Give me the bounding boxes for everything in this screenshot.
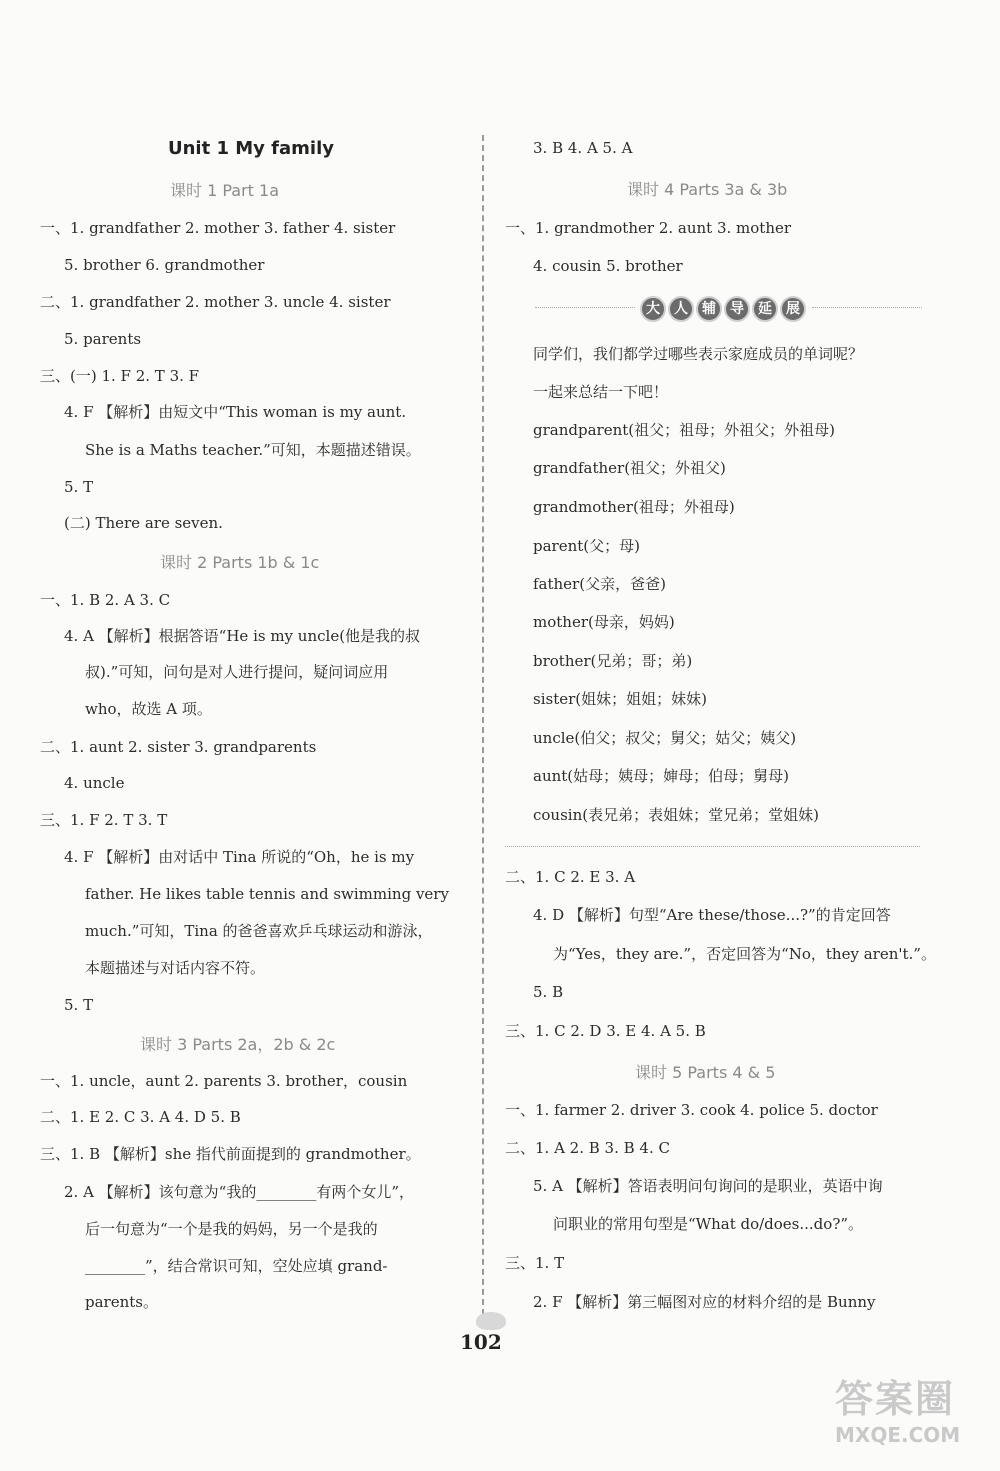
- dotted-separator-right: [812, 307, 922, 308]
- answer-line: 4. uncle: [64, 774, 125, 792]
- answer-line: parent(父；母): [533, 537, 640, 555]
- answer-line: grandmother(祖母；外祖母): [533, 498, 735, 516]
- answer-line: cousin(表兄弟；表姐妹；堂兄弟；堂姐妹): [533, 806, 819, 824]
- answer-line: who，故选 A 项。: [85, 700, 212, 718]
- column-divider: [482, 135, 484, 1315]
- answer-line: 本题描述与对话内容不符。: [85, 959, 266, 977]
- watermark: [835, 1368, 985, 1463]
- badge-char: 延: [752, 296, 778, 322]
- lesson-heading: 课时 4 Parts 3a & 3b: [627, 180, 788, 199]
- badge-char: 人: [668, 296, 694, 322]
- answer-line: sister(姐妹；姐姐；妹妹): [533, 690, 707, 708]
- answer-line: 后一句意为“一个是我的妈妈，另一个是我的: [85, 1220, 378, 1238]
- badge-char: 展: [780, 296, 806, 322]
- answer-line: 4. F 【解析】由短文中“This woman is my aunt.: [64, 403, 407, 421]
- answer-line: 2. F 【解析】第三幅图对应的材料介绍的是 Bunny: [533, 1293, 876, 1311]
- answer-line: 4. D 【解析】句型“Are these/those...?”的肯定回答: [533, 906, 891, 924]
- answer-line: 4. A 【解析】根据答语“He is my uncle(他是我的叔: [64, 627, 421, 645]
- answer-line: 二、1. A 2. B 3. B 4. C: [505, 1139, 670, 1157]
- answer-line: 二、1. grandfather 2. mother 3. uncle 4. sister: [40, 293, 391, 311]
- answer-line: 二、1. E 2. C 3. A 4. D 5. B: [40, 1108, 241, 1126]
- answer-line: uncle(伯父；叔父；舅父；姑父；姨父): [533, 729, 797, 747]
- answer-line: 为“Yes，they are.”，否定回答为“No，they aren't.”。: [553, 945, 936, 963]
- answer-line: 2. A 【解析】该句意为“我的________有两个女儿”，: [64, 1183, 415, 1201]
- lesson-heading: 课时 2 Parts 1b & 1c: [160, 553, 320, 572]
- answer-line: 三、1. B 【解析】she 指代前面提到的 grandmother。: [40, 1145, 421, 1163]
- answer-line: grandfather(祖父；外祖父): [533, 459, 726, 477]
- unit-title: Unit 1 My family: [168, 138, 334, 159]
- answer-line: 一起来总结一下吧！: [533, 383, 669, 401]
- answer-line: 一、1. grandfather 2. mother 3. father 4. sister: [40, 219, 396, 237]
- answer-line: 三、1. T: [505, 1254, 565, 1272]
- answer-line: 三、1. C 2. D 3. E 4. A 5. B: [505, 1022, 706, 1040]
- answer-line: 3. B 4. A 5. A: [533, 139, 633, 157]
- section-end-separator: [505, 846, 920, 847]
- answer-line: 二、1. aunt 2. sister 3. grandparents: [40, 738, 317, 756]
- answer-line: father. He likes table tennis and swimming very: [85, 885, 449, 903]
- answer-line: 三、1. F 2. T 3. T: [40, 811, 168, 829]
- answer-line: aunt(姑母；姨母；婶母；伯母；舅母): [533, 767, 789, 785]
- dotted-separator-left: [535, 307, 635, 308]
- answer-line: 叔).”可知，问句是对人进行提问，疑问词应用: [85, 663, 389, 681]
- answer-line: 5. T: [64, 996, 94, 1014]
- answer-line: 4. cousin 5. brother: [533, 257, 683, 275]
- lesson-heading: 课时 3 Parts 2a，2b & 2c: [140, 1035, 336, 1054]
- answer-line: 一、1. B 2. A 3. C: [40, 591, 171, 609]
- answer-line: father(父亲，爸爸): [533, 575, 666, 593]
- answer-line: much.”可知，Tina 的爸爸喜欢乒乓球运动和游泳，: [85, 922, 433, 940]
- page-number-decoration-icon: [476, 1312, 506, 1330]
- answer-line: 5. B: [533, 983, 564, 1001]
- badge-char: 导: [724, 296, 750, 322]
- answer-line: 5. T: [64, 478, 94, 496]
- answer-line: parents。: [85, 1293, 158, 1311]
- answer-line: 4. F 【解析】由对话中 Tina 所说的“Oh，he is my: [64, 848, 415, 866]
- page-number: 102: [460, 1330, 502, 1354]
- answer-line: 5. A 【解析】答语表明问句询问的是职业，英语中询: [533, 1177, 883, 1195]
- badge-char: 辅: [696, 296, 722, 322]
- answer-line: She is a Maths teacher.”可知，本题描述错误。: [85, 441, 421, 459]
- answer-line: 二、1. C 2. E 3. A: [505, 868, 636, 886]
- watermark-logo: 答案圈: [835, 1377, 956, 1421]
- answer-line: 一、1. grandmother 2. aunt 3. mother: [505, 219, 792, 237]
- answer-line: 一、1. uncle，aunt 2. parents 3. brother，cousin: [40, 1072, 408, 1090]
- lesson-heading: 课时 5 Parts 4 & 5: [635, 1063, 776, 1082]
- answer-line: 同学们，我们都学过哪些表示家庭成员的单词呢？: [533, 345, 864, 363]
- answer-line: ________”，结合常识可知，空处应填 grand-: [85, 1257, 388, 1275]
- extension-badge: [640, 296, 806, 322]
- lesson-heading: 课时 1 Part 1a: [170, 181, 280, 200]
- answer-line: (二) There are seven.: [64, 514, 223, 532]
- answer-line: mother(母亲，妈妈): [533, 613, 675, 631]
- answer-line: 5. parents: [64, 330, 142, 348]
- watermark-url: MXQE.COM: [835, 1423, 961, 1447]
- answer-line: 一、1. farmer 2. driver 3. cook 4. police 5. doctor: [505, 1101, 878, 1119]
- answer-line: 问职业的常用句型是“What do/does...do?”。: [553, 1215, 864, 1233]
- badge-char: 大: [640, 296, 666, 322]
- answer-line: brother(兄弟；哥；弟): [533, 652, 693, 670]
- answer-line: 5. brother 6. grandmother: [64, 256, 265, 274]
- answer-line: grandparent(祖父；祖母；外祖父；外祖母): [533, 421, 835, 439]
- answer-line: 三、(一) 1. F 2. T 3. F: [40, 367, 200, 385]
